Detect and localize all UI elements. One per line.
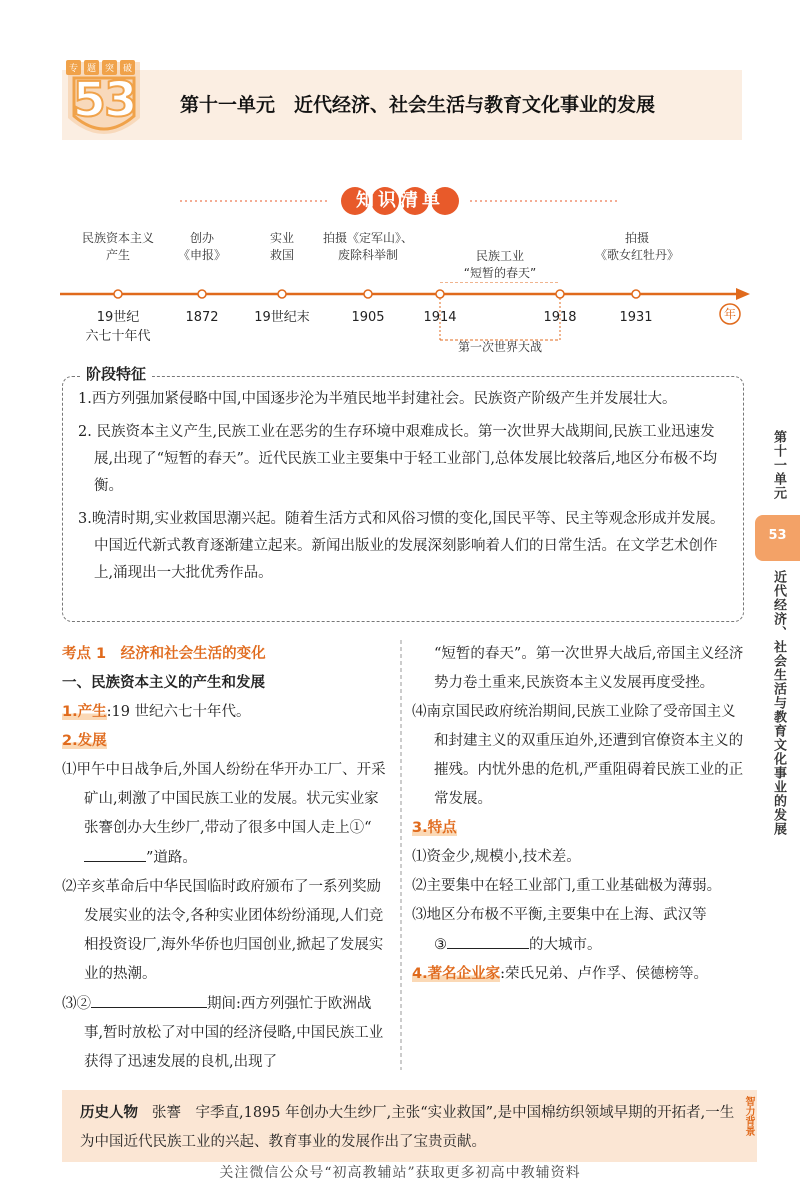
develop-item-1: [62, 756, 390, 873]
history-figure-text: [80, 1099, 740, 1157]
side-tab: [755, 400, 800, 840]
logo-tag: 破: [120, 60, 135, 75]
point-label-develop: [62, 727, 390, 756]
develop-item-3: [62, 989, 390, 1077]
item-text: ”道路。: [146, 850, 197, 866]
logo-tag: 突: [102, 60, 117, 75]
point-label: 4.著名企业家: [412, 966, 501, 982]
timeline-event-label: 实业 救国: [269, 231, 294, 262]
fill-blank-2[interactable]: [91, 989, 207, 1008]
page-title: 第十一单元 近代经济、社会生活与教育文化事业的发展: [180, 94, 656, 116]
stage-point: 1.西方列强加紧侵略中国,中国逐步沦为半殖民地半封建社会。民族资产阶级产生并发展壮大。: [78, 391, 677, 407]
item-text: 的大城市。: [529, 937, 602, 953]
side-page-number: 53: [768, 528, 787, 543]
subsection-heading: 一、民族资本主义的产生和发展: [62, 675, 265, 691]
kaodian-heading: 考点 1 经济和社会生活的变化: [62, 646, 266, 662]
logo-number: 53: [72, 72, 136, 128]
banner-rule-right: [470, 199, 620, 203]
item-text: ⑶地区分布极不平衡,主要集中在上海、武汉等: [412, 907, 707, 923]
banner-rule-left: [180, 199, 330, 203]
develop-item-2: ⑵辛亥革命后中华民国临时政府颁布了一系列奖励发展实业的法令,各种实业团体纷纷涌现,人们竞相投资设厂,海外华侨也归国创业,掀起了发展实业的热潮。: [62, 879, 384, 982]
feature-item-2: ⑵主要集中在轻工业部门,重工业基础极为薄弱。: [412, 878, 722, 894]
develop-item-3-cont: “短暂的春天”。第一次世界大战后,帝国主义经济势力卷土重来,民族资本主义发展再度受挫。: [434, 646, 744, 691]
feature-item-1: ⑴资金少,规模小,技术差。: [412, 849, 581, 865]
develop-item-4: ⑷南京国民政府统治期间,民族工业除了受帝国主义和封建主义的双重压迫外,还遭到官僚资本主义的摧残。内忧外患的危机,严重阻碍着民族工业的正常发展。: [412, 704, 744, 807]
item-text: 期间:西方列强忙于欧洲战事,暂时放松了对中国的经济侵略,中国民族工业获得了迅速发展的良机,出现了: [84, 996, 384, 1070]
column-divider: [400, 640, 402, 1070]
history-figure-label: 历史人物: [80, 1105, 138, 1121]
logo-tag: 题: [84, 60, 99, 75]
fill-blank-3[interactable]: [447, 930, 529, 949]
timeline-year: 1872: [185, 310, 219, 325]
timeline-span-label: 民族工业 “短暂的春天”: [463, 249, 537, 280]
point-label: 1.产生: [62, 704, 107, 720]
axis-end-label: 年: [723, 307, 736, 321]
timeline-year: 1905: [351, 310, 385, 325]
logo-tag: 专: [66, 60, 81, 75]
timeline-year: 1931: [619, 310, 653, 325]
side-title: 近代经济、社会生活与教育文化事业的发展: [771, 570, 786, 836]
timeline-span-bottom-label: 第一次世界大战: [457, 340, 542, 354]
timeline-year: 19世纪 六七十年代: [85, 310, 151, 344]
point-text: :19 世纪六七十年代。: [106, 704, 251, 720]
item-text: ⑶②: [62, 996, 91, 1012]
side-unit: 第十一单元: [771, 430, 786, 500]
point-label: 2.发展: [62, 733, 107, 749]
fill-blank-1[interactable]: [84, 843, 146, 862]
item-text: ③: [434, 937, 447, 953]
stage-point: 2. 民族资本主义产生,民族工业在恶劣的生存环境中艰难成长。第一次世界大战期间,民族工业迅速发展,出现了“短暂的春天”。近代民族工业主要集中于轻工业部门,总体发展比较落后,地区分布极不均衡。: [78, 424, 718, 494]
stage-points: [78, 386, 733, 587]
point-label: 3.特点: [412, 820, 457, 836]
timeline-year: 1918: [543, 310, 577, 325]
timeline-year: 1914: [423, 310, 457, 325]
item-text: ⑴甲午中日战争后,外国人纷纷在华开办工厂、开采矿山,刺激了中国民族工业的发展。状元实业家张謇创办大生纱厂,带动了很多中国人走上①“: [62, 762, 386, 836]
footer-note: 关注微信公众号“初高教辅站”获取更多初高中教辅资料: [219, 1165, 581, 1181]
timeline-event-label: 创办 《申报》: [177, 231, 226, 262]
timeline-year: 19世纪末: [254, 310, 310, 325]
feature-item-3: [412, 901, 747, 960]
section-title: 知识清单: [356, 190, 444, 211]
right-column: [412, 640, 747, 989]
timeline-event-label: 民族资本主义 产生: [81, 231, 154, 262]
point-origin: [62, 698, 390, 727]
left-column: [62, 640, 390, 1077]
history-figure-body: 张謇 宇季直,1895 年创办大生纱厂,主张“实业救国”,是中国棉纺织领域早期的开拓者,一生为中国近代民族工业的兴起、教育事业的发展作出了宝贵贡献。: [80, 1105, 735, 1150]
stage-title: 阶段特征: [80, 363, 152, 384]
side-badge: 智力背景: [743, 1096, 754, 1136]
point-label-features: [412, 814, 747, 843]
stage-point: 3.晚清时期,实业救国思潮兴起。随着生活方式和风俗习惯的变化,国民平等、民主等观念形成并发展。中国近代新式教育逐渐建立起来。新闻出版业的发展深刻影响着人们的日常生活。在文学艺术创作上,涌现出一大批优秀作品。: [78, 511, 725, 581]
timeline-event-label: 拍摄《定军山》、 废除科举制: [322, 231, 413, 262]
timeline-event-label: 拍摄 《歌女红牡丹》: [594, 231, 679, 262]
point-entrepreneurs: [412, 960, 747, 989]
point-text: :荣氏兄弟、卢作孚、侯德榜等。: [500, 966, 708, 982]
